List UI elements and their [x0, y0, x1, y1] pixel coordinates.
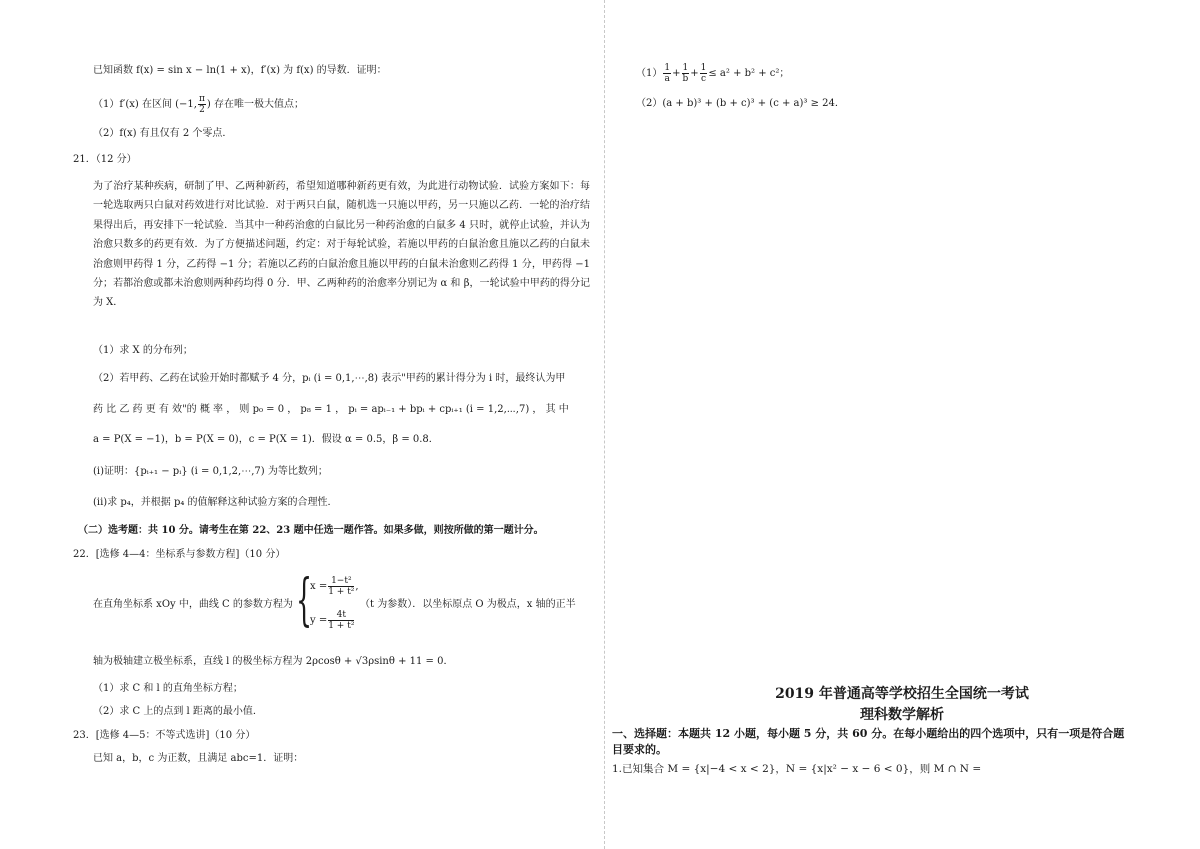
fraction-numerator: 1	[700, 63, 707, 73]
fraction-numerator: π	[198, 94, 205, 104]
fraction-denominator: a	[664, 74, 670, 84]
param-y-fraction	[328, 610, 354, 631]
param-x-comma: ,	[355, 581, 359, 592]
problem-21-heading: 21．（12 分）	[73, 154, 137, 165]
exam-subtitle: 理科数学解析	[860, 707, 944, 723]
problem-21-part-ii: (ii)求 p₄，并根据 p₄ 的值解释这种试验方案的合理性．	[93, 497, 338, 508]
right-page	[604, 0, 1200, 849]
problem-20-q2: （2）f(x) 有且仅有 2 个零点．	[93, 128, 233, 139]
problem-23-heading: 23．[选修 4—5：不等式选讲]（10 分）	[73, 730, 256, 741]
problem-22-q2: （2）求 C 上的点到 l 距离的最小值．	[93, 706, 263, 717]
problem-21-q2-line1: （2）若甲药、乙药在试验开始时都赋予 4 分，pᵢ (i = 0,1,⋯,8) 表示"甲药的累计得分为 i 时，最终认为甲	[93, 373, 566, 384]
fraction-denominator: c	[700, 74, 707, 84]
section-1-heading: 一、选择题：本题共 12 小题，每小题 5 分，共 60 分。在每小题给出的四个选项中，只有一项是符合题目要求的。	[612, 727, 1125, 756]
problem-21-body: 为了治疗某种疾病，研制了甲、乙两种新药，希望知道哪种新药更有效，为此进行动物试验．试验方案如下：每一轮选取两只白鼠对药效进行对比试验．对于两只白鼠，随机选一只施以甲药，另一只施以乙药．一轮的治疗结果得出后，再安排下一轮试验．当其中一种药治愈的白鼠比另一种药治愈的白鼠多 4 只时，就停止试验，并认为治愈只数多的药更有效．为了方便描述问题，约定：对于每轮试验，若施以甲药的白鼠治愈且施以乙药的白鼠未治愈则甲药得 1 分，乙药得 −1 分；若施以乙药的白鼠治愈且施以甲药的白鼠未治愈则乙药得 1 分，甲药得 −1 分；若都治愈或都未治愈则两种药均得 0 分．甲、乙两种药的治愈率分别记为 α 和 β，一轮试验中甲药的得分记为 X．	[93, 181, 590, 309]
problem-23-q1-post: ≤ a² + b² + c²；	[708, 68, 790, 79]
plus-sign: +	[690, 68, 699, 79]
exam-title: 2019 年普通高等学校招生全国统一考试	[775, 686, 1029, 702]
section-2-heading: （二）选考题：共 10 分。请考生在第 22、23 题中任选一题作答。如果多做，则按所做的第一题计分。	[78, 525, 544, 536]
plus-sign: +	[672, 68, 681, 79]
pi-over-2-fraction	[198, 94, 206, 115]
system-brace: {	[296, 568, 313, 633]
param-x-denominator: 1 + t²	[328, 587, 355, 597]
fraction-numerator: 1	[664, 63, 671, 73]
problem-23-q1-pre: （1）	[636, 68, 663, 79]
problem-22-line2: 轴为极轴建立极坐标系，直线 l 的极坐标方程为 2ρcosθ + √3ρsinθ + 11 = 0．	[93, 656, 454, 667]
problem-21-q1: （1）求 X 的分布列；	[93, 345, 193, 356]
problem-21-q2-line3: a = P(X = −1)，b = P(X = 0)，c = P(X = 1)．假设 α = 0.5，β = 0.8．	[93, 434, 439, 445]
fraction-denominator: b	[682, 74, 689, 84]
problem-20-intro: 已知函数 f(x) = sin x − ln(1 + x)，f′(x) 为 f(x) 的导数．证明：	[93, 65, 387, 76]
problem-20-q1-pre: （1）f′(x) 在区间 (−1,	[93, 99, 197, 110]
param-x-equation	[310, 576, 359, 597]
problem-22-intro-cont: （t 为参数）．以坐标原点 O 为极点，x 轴的正半	[360, 599, 576, 610]
param-y-numerator: 4t	[328, 610, 354, 621]
param-y-label: y =	[310, 615, 328, 626]
problem-20-q1	[93, 94, 304, 115]
problem-21-q2-line2: 药 比 乙 药 更 有 效"的 概 率 ， 则 p₀ = 0 ， p₈ = 1 ， pᵢ = apᵢ₋₁ + bpᵢ + cpᵢ₊₁ (i = 1,2,⋯,7) ， 其 中	[93, 404, 569, 415]
problem-21-part-i: (i)证明：{pᵢ₊₁ − pᵢ} (i = 0,1,2,⋯,7) 为等比数列；	[93, 466, 328, 477]
problem-23-body: 已知 a，b，c 为正数，且满足 abc=1．证明：	[93, 753, 304, 764]
param-y-equation	[310, 610, 355, 631]
param-x-fraction	[328, 576, 354, 597]
problem-23-q2: （2）(a + b)³ + (b + c)³ + (c + a)³ ≥ 24．	[636, 98, 845, 109]
fraction-1-over-a	[663, 63, 671, 84]
param-y-denominator: 1 + t²	[328, 621, 355, 631]
fraction-1-over-b	[682, 63, 690, 84]
problem-22-intro: 在直角坐标系 xOy 中，曲线 C 的参数方程为	[93, 599, 293, 610]
problem-22-q1: （1）求 C 和 l 的直角坐标方程；	[93, 683, 243, 694]
problem-20-q1-post: ) 存在唯一极大值点；	[206, 99, 304, 110]
problem-22-heading: 22．[选修 4—4：坐标系与参数方程]（10 分）	[73, 549, 286, 560]
question-1: 1.已知集合 M = {x|−4 < x < 2}，N = {x|x² − x − 6 < 0}，则 M ∩ N =	[612, 763, 982, 775]
param-x-label: x =	[310, 581, 328, 592]
fraction-numerator: 1	[682, 63, 689, 73]
fraction-1-over-c	[700, 63, 708, 84]
param-x-numerator: 1−t²	[328, 576, 354, 587]
fraction-denominator: 2	[199, 105, 205, 115]
problem-23-q1	[636, 63, 789, 84]
